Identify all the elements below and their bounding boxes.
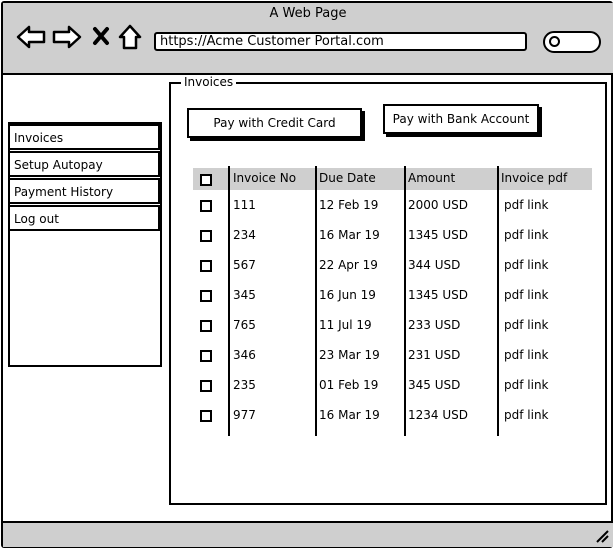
row-checkbox[interactable] xyxy=(200,230,212,242)
cell-invoice-no: 235 xyxy=(233,378,256,392)
row-checkbox[interactable] xyxy=(200,320,212,332)
cell-due-date: 23 Mar 19 xyxy=(319,348,380,362)
pdf-link[interactable]: pdf link xyxy=(504,198,549,212)
status-bar xyxy=(3,521,613,547)
pdf-link[interactable]: pdf link xyxy=(504,288,549,302)
row-checkbox[interactable] xyxy=(200,290,212,302)
cell-amount: 1345 USD xyxy=(408,288,468,302)
column-divider xyxy=(497,166,499,436)
cell-amount: 344 USD xyxy=(408,258,461,272)
pdf-link[interactable]: pdf link xyxy=(504,378,549,392)
sidebar-item-payment-history[interactable]: Payment History xyxy=(10,178,160,204)
column-divider xyxy=(228,166,230,436)
cell-invoice-no: 111 xyxy=(233,198,256,212)
sidebar xyxy=(8,122,162,367)
cell-invoice-no: 345 xyxy=(233,288,256,302)
cell-amount: 1234 USD xyxy=(408,408,468,422)
column-header-amount: Amount xyxy=(408,171,456,185)
row-checkbox[interactable] xyxy=(200,410,212,422)
select-all-checkbox[interactable] xyxy=(200,174,212,186)
url-input[interactable]: https://Acme Customer Portal.com xyxy=(154,32,527,51)
cell-due-date: 01 Feb 19 xyxy=(319,378,379,392)
cell-due-date: 16 Mar 19 xyxy=(319,228,380,242)
pay-with-bank-account-button[interactable]: Pay with Bank Account xyxy=(383,104,539,134)
row-checkbox[interactable] xyxy=(200,200,212,212)
pdf-link[interactable]: pdf link xyxy=(504,258,549,272)
cell-invoice-no: 567 xyxy=(233,258,256,272)
back-arrow-icon[interactable] xyxy=(16,24,46,50)
pdf-link[interactable]: pdf link xyxy=(504,408,549,422)
pdf-link[interactable]: pdf link xyxy=(504,348,549,362)
column-divider xyxy=(404,166,406,436)
search-input[interactable] xyxy=(543,31,601,53)
cell-due-date: 12 Feb 19 xyxy=(319,198,379,212)
pdf-link[interactable]: pdf link xyxy=(504,228,549,242)
window-title: A Web Page xyxy=(269,6,347,21)
sidebar-item-setup-autopay[interactable]: Setup Autopay xyxy=(10,151,160,177)
panel-title: Invoices xyxy=(181,75,236,89)
cell-amount: 1345 USD xyxy=(408,228,468,242)
cell-due-date: 16 Mar 19 xyxy=(319,408,380,422)
cell-invoice-no: 346 xyxy=(233,348,256,362)
sidebar-item-log-out[interactable]: Log out xyxy=(10,205,160,231)
cell-amount: 345 USD xyxy=(408,378,461,392)
cell-due-date: 11 Jul 19 xyxy=(319,318,372,332)
cell-amount: 2000 USD xyxy=(408,198,468,212)
cell-invoice-no: 977 xyxy=(233,408,256,422)
column-header-invoice-pdf: Invoice pdf xyxy=(501,171,568,185)
cell-due-date: 16 Jun 19 xyxy=(319,288,376,302)
home-icon[interactable] xyxy=(118,24,142,50)
sidebar-item-invoices[interactable]: Invoices xyxy=(10,124,160,150)
cell-invoice-no: 234 xyxy=(233,228,256,242)
row-checkbox[interactable] xyxy=(200,260,212,272)
cell-due-date: 22 Apr 19 xyxy=(319,258,378,272)
close-icon[interactable] xyxy=(92,26,110,46)
search-icon xyxy=(549,36,560,47)
forward-arrow-icon[interactable] xyxy=(52,24,82,50)
cell-amount: 233 USD xyxy=(408,318,461,332)
row-checkbox[interactable] xyxy=(200,350,212,362)
pay-with-credit-card-button[interactable]: Pay with Credit Card xyxy=(187,108,362,138)
cell-invoice-no: 765 xyxy=(233,318,256,332)
column-divider xyxy=(315,166,317,436)
row-checkbox[interactable] xyxy=(200,380,212,392)
column-header-due-date: Due Date xyxy=(319,171,376,185)
cell-amount: 231 USD xyxy=(408,348,461,362)
pdf-link[interactable]: pdf link xyxy=(504,318,549,332)
resize-grip-icon[interactable] xyxy=(595,529,609,543)
column-header-invoice-no: Invoice No xyxy=(233,171,297,185)
